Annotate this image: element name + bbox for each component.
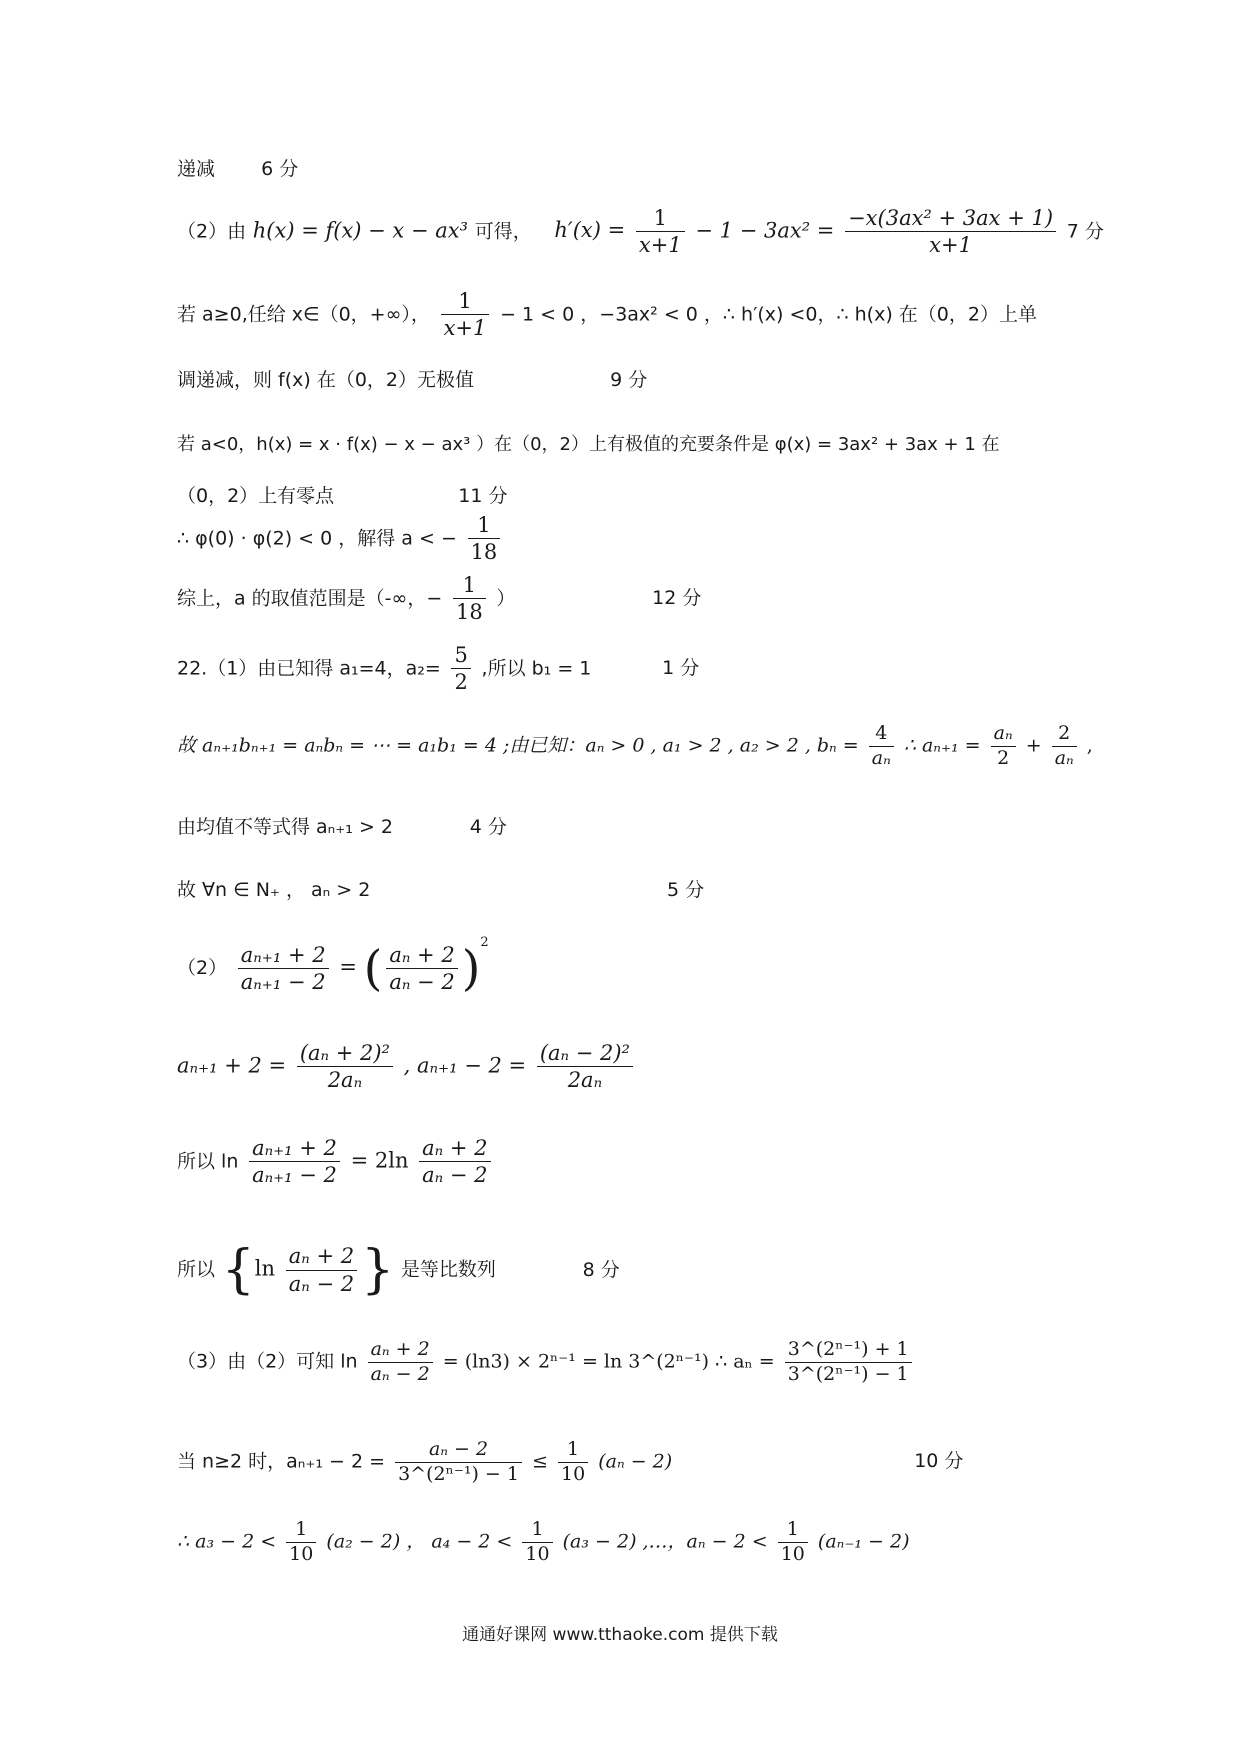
score-label: 4 分 [469,816,507,838]
line-text: 若 a<0，h(x) = x · f(x) − x − ax³ ）在（0，2）上有极值的充要条件是 φ(x) = 3ax² + 3ax + 1 在 [177,434,1000,455]
exponent: 2 [480,935,489,950]
line-text: （2）由 [177,220,247,243]
math-expression: ∴ a₃ − 2 < [177,1530,277,1553]
math-expression: , [1086,734,1093,757]
fraction [419,1135,490,1189]
math-expression: (a₂ − 2) ， a₄ − 2 < [326,1530,513,1553]
fraction-denominator: x+1 [443,316,487,341]
fraction-numerator: 1 [558,1438,588,1463]
fraction-denominator: aₙ − 2 [288,1271,355,1296]
fraction-numerator: 1 [522,1518,552,1543]
equation-line-log-ratio [177,1135,495,1189]
equation-line-squares [177,1040,637,1094]
fraction-numerator: aₙ + 2 [386,942,457,969]
fraction [238,942,329,996]
line-text: ,所以 b₁ = 1 [481,657,592,680]
fraction-denominator: x+1 [929,233,972,258]
equation-line-q22-part1 [177,642,699,696]
page-footer: 通通好课网 www.tthaoke.com 提供下载 [462,1625,778,1645]
equation-line-n-ge-2 [177,1438,963,1487]
math-expression: − 1 − 3ax² = [695,218,835,243]
left-paren: ( [363,940,383,997]
fraction-numerator: aₙ + 2 [368,1338,433,1363]
fraction [468,512,501,566]
equation-line-recursive-bounds [177,1518,910,1567]
score-label: 7 分 [1066,220,1104,243]
line-text: 所以 [177,1258,216,1281]
math-expression: (aₙ − 2) [598,1450,673,1473]
line-text: 当 n≥2 时，aₙ₊₁ − 2 = [177,1450,386,1473]
text-line-decreasing [177,154,298,181]
fraction [636,205,685,259]
score-label: 11 分 [458,485,508,507]
line-text: 所以 ln [177,1150,239,1173]
fraction [453,572,486,626]
line-text: 22.（1）由已知得 a₁=4，a₂= [177,657,441,680]
score-label: 12 分 [652,587,702,610]
score-label: 10 分 [914,1450,964,1473]
line-text: 可得， [474,220,532,243]
fraction [368,1338,433,1387]
score-label: 8 分 [582,1258,620,1281]
equation-line-phi-product [177,512,504,566]
fraction [286,1243,357,1297]
line-text: 是等比数列 [400,1258,496,1281]
fraction [249,1135,340,1189]
line-text: − 1 < 0 ，−3ax² < 0 ，∴ h′(x) <0，∴ h(x) 在（0，2）上单 [500,303,1037,326]
line-text: 递减 [177,158,216,180]
fraction-numerator: 3^(2ⁿ⁻¹) + 1 [785,1338,912,1363]
fraction-numerator: (aₙ − 2)² [537,1040,633,1067]
fraction-denominator: aₙ − 2 [422,1163,488,1188]
fraction-numerator: 2 [1052,722,1077,747]
score-label: 1 分 [662,657,700,680]
fraction-denominator: aₙ [871,746,891,769]
fraction-denominator: 2aₙ [567,1068,603,1093]
math-expression: (a₃ − 2) ,…，aₙ − 2 < [562,1530,768,1553]
fraction-denominator: 18 [455,600,483,625]
math-expression: aₙ₊₁ + 2 = [177,1053,287,1078]
score-label: 9 分 [610,369,648,391]
math-expression: , aₙ₊₁ − 2 = [403,1053,527,1078]
fraction-denominator: aₙ [1054,746,1074,769]
math-expression: 故 aₙ₊₁bₙ₊₁ = aₙbₙ = ⋯ = a₁b₁ = 4 ;由已知：aₙ > 0 , a₁ > 2 , a₂ > 2 , bₙ = [177,734,859,757]
math-expression: + [1025,734,1042,757]
equation-line-part2-ratio [177,935,489,997]
fraction-numerator: aₙ₊₁ + 2 [238,942,329,969]
fraction-numerator: aₙ − 2 [395,1438,522,1463]
equation-line-product-constant [177,722,1093,771]
fraction-numerator: 1 [286,1518,316,1543]
line-text: 故 ∀n ∈ N₊ ， aₙ > 2 [177,879,371,901]
fraction [869,722,894,771]
line-text: （0，2）上有零点 [177,485,335,507]
math-expression: ln [254,1256,276,1281]
fraction-denominator: 10 [289,1542,314,1565]
fraction [441,288,490,342]
math-expression: ≤ [532,1450,548,1473]
math-expression: = [339,955,357,979]
fraction [785,1338,912,1387]
fraction [845,205,1056,259]
text-line-a-negative [177,430,1000,456]
math-expression: (aₙ₋₁ − 2) [817,1530,910,1553]
fraction-denominator: aₙ₊₁ − 2 [240,970,326,994]
fraction-numerator: aₙ₊₁ + 2 [249,1135,340,1162]
fraction-denominator: 3^(2ⁿ⁻¹) − 1 [787,1362,909,1385]
fraction-denominator: aₙ − 2 [370,1362,430,1385]
fraction-denominator: 2 [454,670,468,695]
fraction-denominator: 2aₙ [327,1068,363,1093]
fraction [778,1518,808,1567]
fraction-numerator: (aₙ + 2)² [297,1040,393,1067]
line-text: ∴ φ(0) · φ(2) < 0 ，解得 a < − [177,527,457,550]
fraction [297,1040,393,1094]
fraction-denominator: 2 [997,746,1010,769]
fraction-numerator: 1 [441,288,490,315]
equation-line-for-all-n [177,875,704,902]
fraction-numerator: 5 [451,642,470,669]
math-expression: h(x) = f(x) − x − ax³ [252,218,469,243]
fraction-numerator: 1 [468,512,501,539]
math-expression: ∴ aₙ₊₁ = [903,734,981,757]
line-text: 综上，a 的取值范围是（-∞，− [177,587,443,610]
fraction-numerator: aₙ + 2 [286,1243,357,1270]
fraction [395,1438,522,1487]
line-text: 由均值不等式得 aₙ₊₁ > 2 [177,816,393,838]
fraction [522,1518,552,1567]
equation-line-geometric-sequence [177,1240,620,1300]
score-label: 6 分 [261,158,299,180]
text-line-no-extremum [177,365,647,392]
text-line-zero-point [177,481,507,508]
equation-line-conclusion [177,572,701,626]
fraction [286,1518,316,1567]
fraction-numerator: 1 [778,1518,808,1543]
fraction [991,722,1016,771]
line-text: 调递减，则 f(x) 在（0，2）无极值 [177,369,475,391]
left-brace: { [221,1240,255,1300]
math-expression: h′(x) = [554,218,626,243]
line-text: （3）由（2）可知 ln [177,1350,358,1373]
fraction [1052,722,1077,771]
fraction-denominator: x+1 [638,233,682,258]
equation-line-am-gm [177,812,507,839]
fraction-numerator: aₙ + 2 [419,1135,490,1162]
line-text: 若 a≥0,任给 x∈（0，+∞）， [177,303,430,326]
score-label: 5 分 [667,879,705,901]
fraction-numerator: aₙ [991,722,1016,747]
fraction-numerator: −x(3ax² + 3ax + 1) [845,205,1056,232]
fraction-denominator: 10 [780,1542,805,1565]
fraction-denominator: 18 [470,540,498,565]
equation-line-h-derivative [177,205,1104,259]
line-text: ） [496,587,516,610]
equation-line-a-nonneg [177,288,1037,342]
fraction-denominator: 3^(2ⁿ⁻¹) − 1 [398,1462,519,1485]
right-brace: } [361,1240,395,1300]
fraction-denominator: 10 [525,1542,550,1565]
line-text: （2） [177,957,228,979]
fraction [386,942,457,996]
right-paren: ) [461,940,481,997]
fraction-numerator: 4 [869,722,894,747]
fraction-numerator: 1 [636,205,685,232]
fraction [451,642,470,696]
fraction-denominator: aₙ − 2 [389,970,455,994]
fraction [537,1040,633,1094]
fraction-denominator: aₙ₊₁ − 2 [252,1163,337,1188]
math-expression: = 2ln [350,1148,409,1173]
math-expression: = (ln3) × 2ⁿ⁻¹ = ln 3^(2ⁿ⁻¹) ∴ aₙ = [442,1350,775,1373]
equation-line-part3-closed-form [177,1338,916,1387]
fraction-numerator: 1 [453,572,486,599]
fraction [558,1438,588,1487]
fraction-denominator: 10 [560,1462,586,1485]
